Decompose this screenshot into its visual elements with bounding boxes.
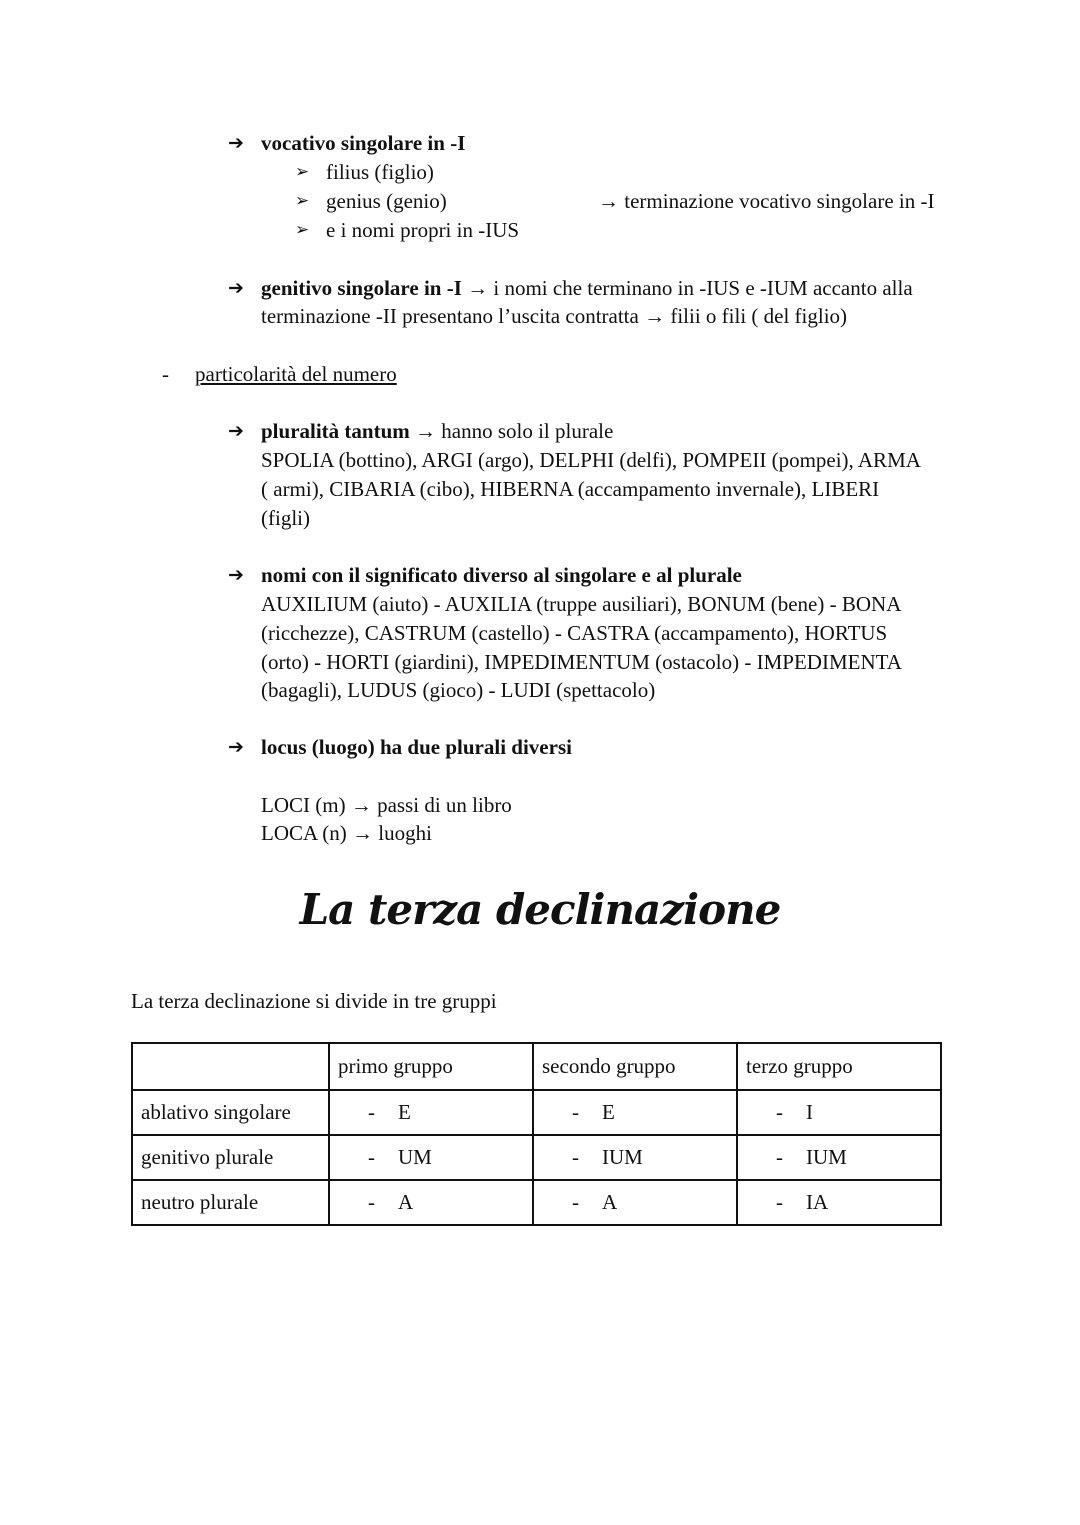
row-label: ablativo singolare <box>132 1090 329 1135</box>
section-title: La terza declinazione <box>299 885 781 934</box>
dash: - <box>368 1100 375 1124</box>
cell-value: IUM <box>602 1145 643 1169</box>
header-cell: primo gruppo <box>329 1043 533 1090</box>
arrow-bullet-icon: ➔ <box>228 736 244 758</box>
text-line: LOCA (n) → luoghi <box>261 821 432 845</box>
cell-value: UM <box>398 1145 432 1169</box>
genitivo-line-2: terminazione -II presentano l’uscita contratta → filii o fili ( del figlio) <box>261 304 848 328</box>
arrow-bullet-icon: ➔ <box>228 564 244 586</box>
row-label: genitivo plurale <box>132 1135 329 1180</box>
genitivo-line-1 <box>261 274 913 302</box>
table-header-row <box>132 1043 941 1090</box>
text-line: AUXILIUM (aiuto) - AUXILIA (truppe ausiliari), BONUM (bene) - BONA <box>261 592 902 616</box>
vocativo-note: → terminazione vocativo singolare in -I <box>598 189 935 213</box>
dash-bullet: - <box>162 362 169 386</box>
dash: - <box>572 1145 579 1169</box>
triangle-bullet-icon: ➢ <box>295 220 310 240</box>
cell-value: A <box>602 1190 618 1214</box>
cell-value: E <box>602 1100 615 1124</box>
dash: - <box>776 1190 783 1214</box>
header-cell: terzo gruppo <box>737 1043 941 1090</box>
header-cell <box>132 1043 329 1090</box>
dash: - <box>776 1145 783 1169</box>
cell-value: I <box>806 1100 813 1124</box>
dash: - <box>572 1190 579 1214</box>
text-line: ( armi), CIBARIA (cibo), HIBERNA (accampamento invernale), LIBERI <box>261 477 880 501</box>
genitivo-heading: genitivo singolare in -I <box>261 276 462 300</box>
arrow-bullet-icon: ➔ <box>228 277 244 299</box>
row-label: neutro plurale <box>132 1180 329 1225</box>
table-row <box>132 1135 941 1180</box>
dash: - <box>776 1100 783 1124</box>
dash: - <box>572 1100 579 1124</box>
text-line: (ricchezze), CASTRUM (castello) - CASTRA (accampamento), HORTUS <box>261 621 888 645</box>
genitivo-text: → i nomi che terminano in -IUS e -IUM accanto alla <box>461 276 913 300</box>
table-row <box>132 1090 941 1135</box>
cell-value: E <box>398 1100 411 1124</box>
list-item: filius (figlio) <box>326 160 434 184</box>
list-item: e i nomi propri in -IUS <box>326 218 520 242</box>
cell-value: IUM <box>806 1145 847 1169</box>
section-heading-numero: particolarità del numero <box>195 362 397 386</box>
cell-value: A <box>398 1190 414 1214</box>
text-line: (figli) <box>261 506 310 530</box>
text-line: LOCI (m) → passi di un libro <box>261 793 512 817</box>
declension-table <box>131 1042 942 1226</box>
pluralia-heading: pluralità tantum <box>261 419 410 443</box>
text-line: (orto) - HORTI (giardini), IMPEDIMENTUM (ostacolo) - IMPEDIMENTA <box>261 650 902 674</box>
text-line: SPOLIA (bottino), ARGI (argo), DELPHI (delfi), POMPEII (pompei), ARMA <box>261 448 921 472</box>
dash: - <box>368 1145 375 1169</box>
cell-value: IA <box>806 1190 829 1214</box>
triangle-bullet-icon: ➢ <box>295 191 310 211</box>
arrow-bullet-icon: ➔ <box>228 420 244 442</box>
pluralia-text: → hanno solo il plurale <box>409 419 614 443</box>
vocativo-heading: vocativo singolare in -I <box>261 131 466 155</box>
locus-heading: locus (luogo) ha due plurali diversi <box>261 735 572 759</box>
diverso-heading: nomi con il significato diverso al singolare e al plurale <box>261 563 742 587</box>
triangle-bullet-icon: ➢ <box>295 162 310 182</box>
intro-text: La terza declinazione si divide in tre gruppi <box>131 989 497 1013</box>
list-item: genius (genio) <box>326 189 447 213</box>
table-row <box>132 1180 941 1225</box>
header-cell: secondo gruppo <box>533 1043 737 1090</box>
arrow-bullet-icon: ➔ <box>228 132 244 154</box>
text-line: (bagagli), LUDUS (gioco) - LUDI (spettacolo) <box>261 678 656 702</box>
dash: - <box>368 1190 375 1214</box>
